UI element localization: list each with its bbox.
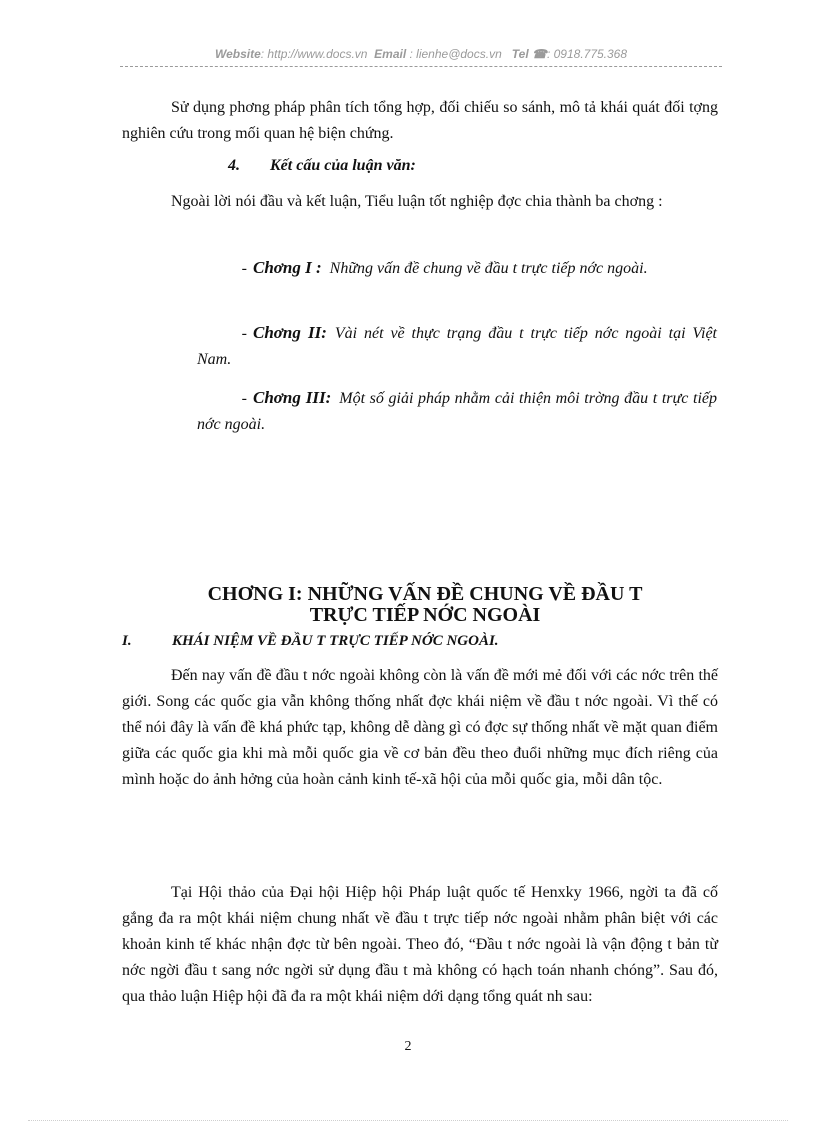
footer-divider: [28, 1120, 788, 1121]
intro-text: Ngoài lời nói đầu và kết luận, Tiểu luận tốt nghiệp đợc chia thành ba chơng :: [171, 193, 663, 210]
bullet: -: [241, 260, 247, 277]
chapter-desc: Một số giải pháp nhằm cải thiện môi trờng đầu t trực tiếp nớc ngoài.: [197, 390, 717, 433]
website-label: Website: [214, 47, 261, 61]
chapter-desc: Những vấn đề chung về đầu t trực tiếp nớc ngoài.: [329, 260, 648, 277]
chapter-title-line1: CHƠNG I: NHỮNG VẤN ĐỀ CHUNG VỀ ĐẦU T: [207, 583, 643, 605]
bullet: -: [241, 390, 247, 407]
section-4-heading: [228, 157, 416, 175]
section-number: 4.: [228, 157, 240, 174]
method-text: Sử dụng phơng pháp phân tích tổng hợp, đối chiếu so sánh, mô tả khái quát đối tợng nghiên cứu trong mối quan hệ biện chứng.: [122, 99, 718, 142]
chapter-item: [197, 320, 717, 373]
subheading: [122, 633, 499, 650]
subheading-text: KHÁI NIỆM VỀ ĐẦU T TRỰC TIẾP NỚC NGOÀI.: [172, 633, 499, 649]
body-text-2: Tại Hội thảo của Đại hội Hiệp hội Pháp luật quốc tế Henxky 1966, ngời ta đã cố gắng đa ra một khái niệm chung nhất về đầu t trực tiếp nớc ngoài nhằm phân biệt với các khoản kinh tế khác nhận đợc từ bên ngoài. Theo đó, “Đầu t nớc ngoài là vận động t bản từ nớc ngời đầu t sang nớc ngời sử dụng đầu t mà không có hạch toán nhanh chóng”. Sau đó, qua thảo luận Hiệp hội đã đa ra một khái niệm dới dạng tổng quát nh sau:: [122, 884, 718, 1005]
website-url[interactable]: : http://www.docs.vn: [260, 47, 368, 61]
body-paragraph-1: [122, 663, 718, 793]
tel-number: : 0918.775.368: [546, 47, 628, 61]
chapter-item: [197, 255, 717, 282]
chapter-title: [130, 584, 720, 626]
body-paragraph-2: [122, 880, 718, 1010]
bullet: -: [241, 325, 247, 342]
chapter-name: Chơng II:: [253, 323, 327, 342]
chapter-name: Chơng I :: [253, 258, 322, 277]
page-header: [120, 47, 722, 61]
chapter-title-line2: TRỰC TIẾP NỚC NGOÀI: [309, 604, 541, 626]
email-address[interactable]: : lienhe@docs.vn: [406, 47, 502, 61]
page-number: 2: [404, 1039, 412, 1054]
header-divider: [120, 66, 722, 67]
method-paragraph: [122, 95, 718, 147]
tel-label: Tel ☎: [511, 47, 547, 61]
email-label: Email: [374, 47, 407, 61]
chapter-name: Chơng III:: [253, 388, 332, 407]
body-text-1: Đến nay vấn đề đầu t nớc ngoài không còn là vấn đề mới mẻ đối với các nớc trên thế giới. Song các quốc gia vẫn không thống nhất đợc khái niệm về đầu t nớc ngoài. Vì thế có thể nói đây là vấn đề khá phức tạp, không dễ dàng gì có đợc sự thống nhất về mặt quan điểm giữa các quốc gia khi mà mỗi quốc gia về cơ bản đều theo đuổi những mục đích riêng của mình hoặc do ảnh hởng của hoàn cảnh kinh tế-xã hội của mỗi quốc gia, mỗi dân tộc.: [122, 667, 718, 788]
chapter-item: [197, 385, 717, 438]
section-title: Kết cấu của luận văn:: [270, 157, 416, 174]
chapter-desc: Vài nét về thực trạng đầu t trực tiếp nớc ngoài tại Việt Nam.: [197, 325, 717, 368]
subheading-number: I.: [122, 633, 132, 649]
intro-paragraph: [122, 189, 718, 215]
